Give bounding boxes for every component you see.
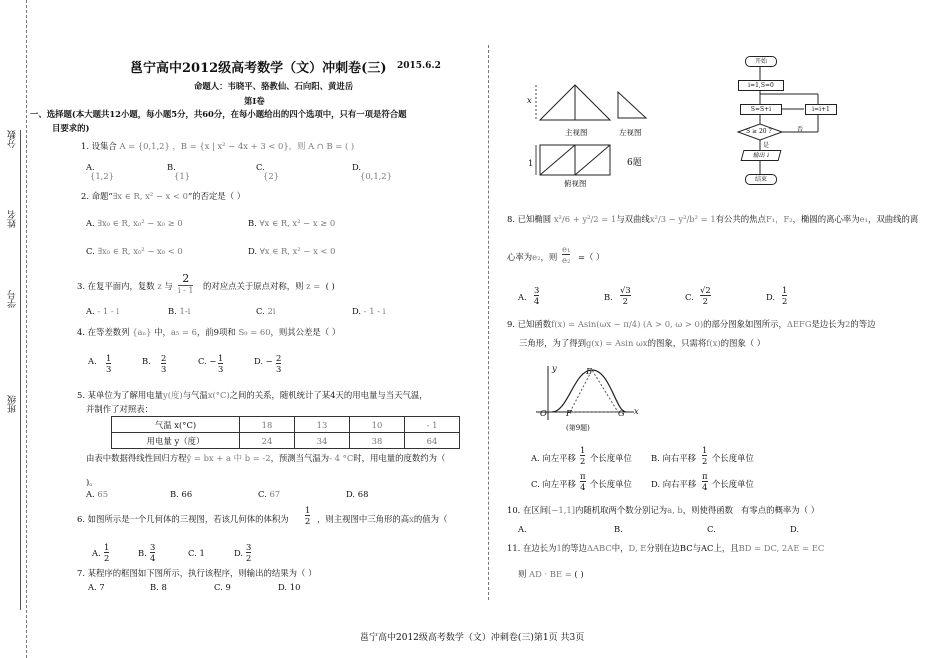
q3-option-a[interactable]: A. - 1 - i xyxy=(86,306,120,316)
q7-stem: 7. 某程序的框图如下图所示，执行该程序，则输出的结果为（ ） xyxy=(77,568,317,578)
q10-option-d[interactable]: D. xyxy=(790,524,800,534)
q3-fraction: 2 i - 1 xyxy=(178,272,194,295)
q9-point-g: G xyxy=(618,408,625,418)
q8-line2c: =（ ） xyxy=(578,252,605,262)
column-divider xyxy=(488,45,489,600)
flow-output: 输出 i xyxy=(741,150,782,161)
authors: 命题人：韦晓平、骆教仙、石向阳、黄进岳 xyxy=(194,81,354,91)
q11-stem: 11. 在边长为1的等边ΔABC中，D, E分别在边BC与AC上，且BD = DC, 2AE = EC xyxy=(507,543,825,553)
q5-line2: 并制作了对照表： xyxy=(86,404,153,414)
q8-c-frac: √2 2 xyxy=(700,285,711,306)
q1-option-d[interactable]: D. xyxy=(352,162,362,172)
q3-option-b[interactable]: B. 1-i xyxy=(168,306,191,316)
seal-line xyxy=(26,0,27,658)
q4-stem: 4. 在等差数列 {aₙ} 中，a₅ = 6，前9项和 S₉ = 60，则其公差是（ ） xyxy=(77,327,341,337)
q9-d-unit: 个长度单位 xyxy=(712,479,754,489)
q4-d-frac: 2 3 xyxy=(276,353,282,374)
q5-option-c[interactable]: C. 67 xyxy=(258,489,281,499)
q9-option-a[interactable]: A. 向左平移 xyxy=(531,453,576,463)
fig6-one: 1 xyxy=(528,158,534,168)
q9-option-c[interactable]: C. 向左平移 xyxy=(531,479,576,489)
q1-option-d-value: {0,1,2} xyxy=(360,171,392,181)
q3-option-c[interactable]: C. 2i xyxy=(256,306,276,316)
q8-option-c[interactable]: C. xyxy=(685,292,694,302)
q7-option-a[interactable]: A. 7 xyxy=(88,582,105,592)
q5-line3: 由表中数据得线性回归方程ŷ = bx + a 中 b = -2，预测当气温为- 4 °C时，用电量的度数约为（ xyxy=(86,453,446,463)
q9-point-e: E xyxy=(586,366,593,376)
label-score: 分数 xyxy=(8,130,18,148)
q3-option-d[interactable]: D. - 1 - i xyxy=(352,306,386,316)
q8-b-frac: √3 2 xyxy=(620,285,631,306)
q2-stem: 2. 命题“∃x ∈ R, x² − x < 0”的否定是（ ） xyxy=(81,191,246,201)
q6-b-frac: 3 4 xyxy=(150,542,156,563)
q6-option-d[interactable]: D. xyxy=(234,548,244,558)
q1-option-b[interactable]: B. xyxy=(167,162,176,172)
q7-option-c[interactable]: C. 9 xyxy=(214,582,231,592)
q1-option-a[interactable]: A. xyxy=(86,162,95,172)
q4-b-frac: 2 3 xyxy=(161,353,167,374)
q4-option-b[interactable]: B. xyxy=(142,356,151,366)
flow-start: 开始 xyxy=(745,56,777,67)
q8-option-b[interactable]: B. xyxy=(604,292,613,302)
q11-line2: 则 AD · BE = ( ) xyxy=(518,569,584,579)
q8-line1: 8. 已知椭圆 x²/6 + y²/2 = 1与双曲线x²/3 − y²/b² = 1有公共的焦点F₁，F₂，椭圆的离心率为e₁，双曲线的离 xyxy=(507,214,919,224)
q5-option-d[interactable]: D. 68 xyxy=(346,489,369,499)
q10-stem: 10. 在区间[−1,1]内随机取两个数分别记为a, b，则使得函数 有零点的概率为（ ） xyxy=(507,505,820,515)
flow-increment: i=i+1 xyxy=(805,104,837,115)
q9-b-frac: 1 2 xyxy=(702,445,708,466)
q4-option-a[interactable]: A. xyxy=(88,356,97,366)
page-title: 邕宁高中2012级高考数学（文）冲刺卷(三) xyxy=(130,61,387,76)
flow-condition: S ≥ 20 ? xyxy=(746,128,772,135)
flow-sum: S=S+i xyxy=(740,104,782,115)
q6-line1b: ，则主视图中三角形的高x的值为（ xyxy=(317,514,448,524)
flow-end: 结束 xyxy=(745,174,777,185)
q6-option-c[interactable]: C. 1 xyxy=(188,548,205,558)
q8-option-a[interactable]: A. xyxy=(518,292,527,302)
q4-c-frac: 1 3 xyxy=(218,353,224,374)
q3-tail: 的对应点关于原点对称，则 z = ( ) xyxy=(203,281,335,291)
q6-option-b[interactable]: B. xyxy=(138,548,147,558)
q7-option-d[interactable]: D. 10 xyxy=(278,582,301,592)
q9-y-label: y xyxy=(552,363,557,373)
q8-line2: 心率为e₂，则 xyxy=(507,252,558,262)
q5-line1: 5. 某单位为了解用电量y(度)与气温x(°C)之间的关系，随机统计了某4天的用电量与当天气温， xyxy=(77,390,428,400)
q1-option-a-value: {1,2} xyxy=(90,171,114,181)
q9-d-frac: π 4 xyxy=(702,471,708,492)
left-view-label: 左视图 xyxy=(619,128,642,137)
q1-option-b-value: {1} xyxy=(174,171,190,181)
binding-line xyxy=(20,130,21,610)
q6-d-frac: 3 2 xyxy=(246,542,252,563)
q4-option-d[interactable]: D. − xyxy=(254,356,273,366)
exam-date: 2015.6.2 xyxy=(397,61,441,71)
q9-figure-caption: (第9题) xyxy=(566,424,590,432)
q9-line1: 9. 已知函数f(x) = Asin(ωx − π/4) (A > 0, ω > 0)的部分图象如图所示，ΔEFG是边长为2的等边 xyxy=(507,319,876,329)
left-view xyxy=(616,90,650,124)
q2-option-d[interactable]: D. ∀x ∈ R, x² − x < 0 xyxy=(248,246,336,256)
flow-init: i=1,S=0 xyxy=(738,80,784,91)
section-intro-2: 目要求的) xyxy=(52,123,90,133)
section-intro: 一、选择题(本大题共12小题，每小题5分，共60分，在每小题给出的四个选项中，只有一项是符合题 xyxy=(30,109,407,119)
q5-data-table xyxy=(111,416,460,449)
q4-a-frac: 1 3 xyxy=(106,353,112,374)
q6-frac: 1 2 xyxy=(305,505,311,526)
flow-no: 否 xyxy=(797,126,804,133)
main-view-label: 主视图 xyxy=(565,128,588,137)
q9-point-f: F xyxy=(566,408,572,418)
fig6-x: x xyxy=(527,95,532,105)
q8-a-frac: 3 4 xyxy=(534,285,540,306)
table-row: 气温 x(°C) 18 13 10 - 1 xyxy=(112,417,460,433)
q9-a-unit: 个长度单位 xyxy=(590,453,632,463)
q7-option-b[interactable]: B. 8 xyxy=(150,582,167,592)
label-class: 班级 xyxy=(8,395,18,413)
q3-stem: 3. 在复平面内，复数 z 与 xyxy=(77,281,173,291)
q5-line4: )。 xyxy=(86,477,98,487)
q9-x-label: x xyxy=(634,406,639,416)
q9-c-unit: 个长度单位 xyxy=(590,479,632,489)
top-view-label: 俯视图 xyxy=(564,179,587,188)
fig6-number: 6题 xyxy=(627,158,642,168)
label-name: 姓名 xyxy=(8,210,18,228)
table-row: 用电量 y（度） 24 34 38 64 xyxy=(112,433,460,449)
q2-option-b[interactable]: B. ∀x ∈ R, x² − x ≥ 0 xyxy=(248,218,336,228)
q6-option-a[interactable]: A. xyxy=(92,548,101,558)
q9-b-unit: 个长度单位 xyxy=(712,453,754,463)
label-id: 学号 xyxy=(8,290,18,308)
q5-option-b[interactable]: B. 66 xyxy=(170,489,193,499)
part-label: 第Ⅰ卷 xyxy=(244,96,265,106)
q9-option-d[interactable]: D. 向右平移 xyxy=(651,479,697,489)
flow-yes: 是 xyxy=(763,142,770,149)
q10-option-a[interactable]: A. xyxy=(518,524,527,534)
flowchart-lines xyxy=(728,52,848,192)
q6-line1: 6. 如图所示是一个几何体的三视图，若该几何体的体积为 xyxy=(77,514,289,524)
q2-option-c[interactable]: C. ∃x₀ ∈ R, x₀² − x₀ < 0 xyxy=(86,246,183,256)
q10-option-b[interactable]: B. xyxy=(614,524,623,534)
q9-a-frac: 1 2 xyxy=(580,445,586,466)
q4-option-c[interactable]: C. − xyxy=(198,356,217,366)
page-footer: 邕宁高中2012级高考数学（文）冲刺卷(三)第1页 共3页 xyxy=(360,633,585,643)
q9-line2: 三角形，为了得到g(x) = Asin ωx的图象，只需将f(x)的图象（ ） xyxy=(519,338,766,348)
q5-option-a[interactable]: A. 65 xyxy=(86,489,109,499)
q9-option-b[interactable]: B. 向右平移 xyxy=(651,453,696,463)
q8-option-d[interactable]: D. xyxy=(766,292,776,302)
q2-option-a[interactable]: A. ∃x₀ ∈ R, x₀² − x₀ ≥ 0 xyxy=(86,218,183,228)
q8-ratio: e₁ e₂ xyxy=(562,244,571,265)
q9-c-frac: π 4 xyxy=(580,471,586,492)
q1-stem: 1. 设集合 A = {0,1,2} ，B = {x | x² − 4x + 3 < 0}，则 A ∩ B = ( ) xyxy=(81,141,355,151)
q10-option-c[interactable]: C. xyxy=(707,524,716,534)
q9-origin: O xyxy=(540,408,547,418)
q8-d-frac: 1 2 xyxy=(782,285,788,306)
q6-a-frac: 1 2 xyxy=(104,542,110,563)
q1-option-c-value: {2} xyxy=(263,171,279,181)
q1-option-c[interactable]: C. xyxy=(256,162,265,172)
